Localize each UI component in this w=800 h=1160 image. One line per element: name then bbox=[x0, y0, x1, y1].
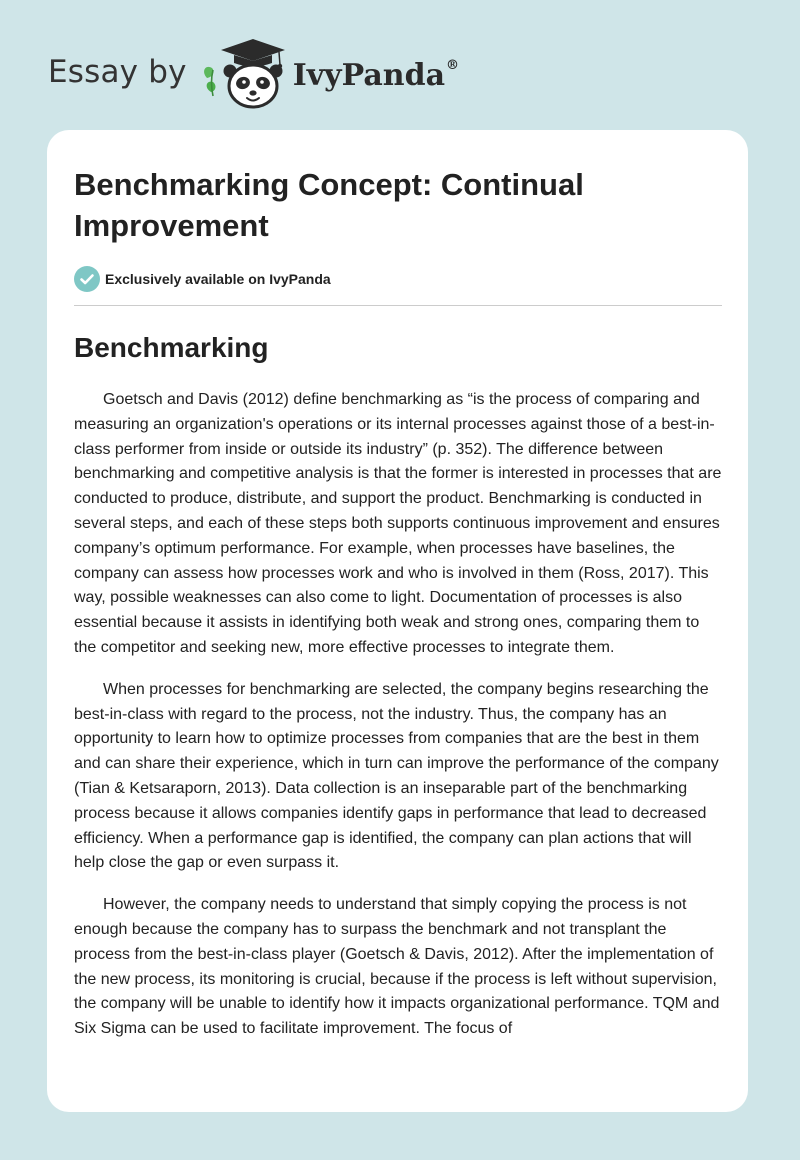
brand-name[interactable]: IvyPanda® bbox=[292, 58, 460, 93]
exclusive-badge bbox=[74, 265, 722, 293]
site-header bbox=[48, 38, 459, 110]
panda-graduate-icon[interactable] bbox=[201, 38, 285, 110]
article-title: Benchmarking Concept: Continual Improvement bbox=[74, 167, 584, 243]
paragraph-3: However, the company needs to understand that simply copying the process is not enough because the company has to surpass the benchmark and not transplant the process from the best-in-class player (Goetsch & Davis, 2012). After the implementation of the new process, its monitoring is crucial, because if the process is left without supervision, the company will be unable to identify how it impacts organizational performance. TQM and Six Sigma can be used to facilitate improvement. The focus of bbox=[74, 896, 720, 1038]
article-card bbox=[47, 130, 748, 1112]
paragraph-1: Goetsch and Davis (2012) define benchmarking as “is the process of comparing and measuring an organization's operations or its internal processes against those of a best-in-class performer from inside or outside its industry” (p. 352). The difference between benchmarking and competitive analysis is that the former is interested in processes that are conducted to produce, distribute, and support the product. Benchmarking is conducted in several steps, and each of these steps both supports continuous improvement and ensures company’s optimum performance. For example, when processes have baselines, the company can assess how processes work and who is involved in them (Ross, 2017). This way, possible weaknesses can also come to light. Documentation of processes is also essential because it assists in identifying both weak and strong ones, comparing them to the competitor and seeking new, more effective processes to integrate them. bbox=[74, 391, 722, 656]
check-circle-icon bbox=[74, 266, 100, 292]
paragraph-2: When processes for benchmarking are selected, the company begins researching the best-in-class with regard to the process, not the industry. Thus, the company has an opportunity to learn how to optimize processes from companies that are the best in them and can share their experience, which in turn can improve the performance of the company (Tian & Ketsaraporn, 2013). Data collection is an inseparable part of the benchmarking process because it allows companies identify gaps in performance that lead to decreased efficiency. When a performance gap is identified, the company can plan actions that will help close the gap or even surpass it. bbox=[74, 680, 719, 872]
divider bbox=[74, 305, 722, 306]
registered-mark: ® bbox=[446, 58, 460, 73]
section-heading: Benchmarking bbox=[74, 332, 269, 363]
essay-by-label: Essay by bbox=[48, 53, 187, 90]
badge-label: Exclusively available on IvyPanda bbox=[105, 271, 331, 287]
